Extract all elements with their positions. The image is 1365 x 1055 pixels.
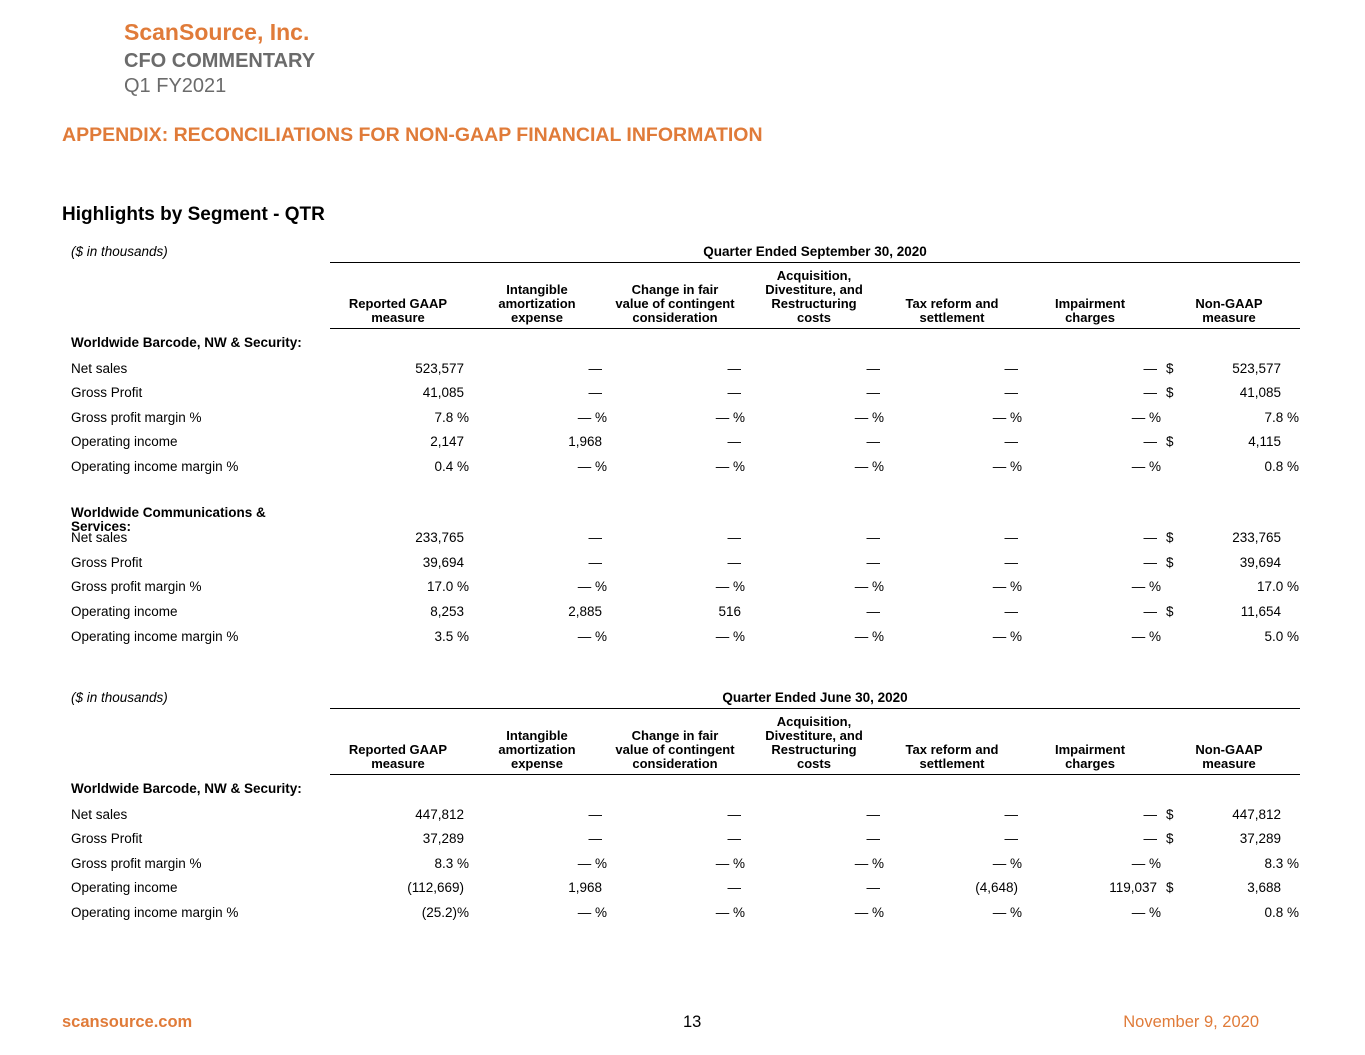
row-label: Operating income margin % — [71, 459, 239, 474]
column-header-line: costs — [797, 756, 831, 771]
table-cell: 447,812 — [415, 806, 464, 822]
table-cell: 41,085 — [422, 385, 464, 401]
header-rule — [330, 262, 1300, 263]
table-cell: — — [727, 831, 741, 847]
column-header — [1015, 743, 1165, 771]
table-cell: — — [1004, 360, 1018, 376]
table-cell: — % — [992, 459, 1022, 474]
column-header — [462, 729, 612, 771]
table-cell: — — [1004, 385, 1018, 401]
segment-heading: Worldwide Barcode, NW & Security: — [71, 781, 302, 796]
nongaap-cell: 233,765 — [1232, 530, 1281, 546]
table-cell: — — [1004, 806, 1018, 822]
table-cell: 7.8 % — [434, 409, 469, 425]
column-header-line: Acquisition, — [776, 714, 852, 729]
table-cell: — — [727, 360, 741, 376]
column-header-line: Restructuring — [771, 296, 857, 311]
column-header-line: measure — [371, 756, 425, 771]
table-cell: — — [727, 554, 741, 570]
table-cell: 17.0 % — [426, 579, 469, 595]
nongaap-cell: 0.8 % — [1264, 905, 1299, 920]
table-cell: — — [727, 385, 741, 401]
column-header — [323, 743, 473, 771]
table-cell: — % — [854, 855, 884, 871]
dollar-sign: $ — [1166, 385, 1174, 401]
company-name: ScanSource, Inc. — [124, 19, 310, 45]
table-cell: (4,648) — [975, 880, 1018, 896]
row-label: Gross profit margin % — [71, 855, 202, 871]
row-label: Net sales — [71, 806, 128, 822]
column-header-line: Non-GAAP — [1195, 296, 1263, 311]
nongaap-cell: 39,694 — [1239, 554, 1281, 570]
table-cell: — — [1004, 434, 1018, 450]
row-label: Net sales — [71, 530, 128, 546]
table-cell: — % — [1131, 459, 1161, 474]
table-cell: 0.4 % — [434, 459, 469, 474]
table-cell: 1,968 — [568, 880, 602, 896]
table-cell: — — [1143, 806, 1157, 822]
column-header-line: consideration — [632, 756, 718, 771]
column-header-line: amortization — [498, 742, 576, 757]
table-cell: — — [1143, 554, 1157, 570]
table-cell: — — [1004, 831, 1018, 847]
table-cell: 2,885 — [568, 604, 602, 619]
dollar-sign: $ — [1166, 360, 1174, 376]
column-header-line: expense — [510, 756, 564, 771]
footer-date: November 9, 2020 — [1123, 1013, 1259, 1031]
table-cell: — — [588, 554, 602, 570]
column-header-line: Non-GAAP — [1195, 742, 1263, 757]
table-cell: — — [727, 530, 741, 546]
dollar-sign: $ — [1166, 806, 1174, 822]
nongaap-cell: 7.8 % — [1264, 409, 1299, 425]
table-cell: — — [588, 360, 602, 376]
column-header-line: Change in fair — [631, 282, 719, 297]
table-cell: — — [1143, 604, 1157, 619]
table-cell: — — [866, 385, 880, 401]
dollar-sign: $ — [1166, 554, 1174, 570]
dollar-sign: $ — [1166, 604, 1174, 619]
nongaap-cell: 37,289 — [1239, 831, 1281, 847]
column-header-line: Intangible — [506, 282, 568, 297]
table-cell: — % — [854, 905, 884, 920]
table-cell: — — [588, 806, 602, 822]
footer-website-link[interactable]: scansource.com — [62, 1013, 193, 1031]
table-cell: — % — [854, 409, 884, 425]
column-header-line: settlement — [919, 310, 985, 325]
nongaap-cell: 17.0 % — [1256, 579, 1299, 595]
page-number: 13 — [683, 1013, 702, 1031]
table-cell: — — [866, 360, 880, 376]
table-cell: — — [866, 806, 880, 822]
column-header — [739, 269, 889, 325]
table-cell: — — [866, 530, 880, 546]
table-cell: — % — [1131, 855, 1161, 871]
row-label: Gross profit margin % — [71, 409, 202, 425]
nongaap-cell: 8.3 % — [1264, 855, 1299, 871]
table-cell: — — [866, 434, 880, 450]
table-cell: — % — [577, 905, 607, 920]
nongaap-cell: 523,577 — [1232, 360, 1281, 376]
quarter-heading: Quarter Ended September 30, 2020 — [703, 244, 927, 259]
column-header-line: Intangible — [506, 728, 568, 743]
header-rule — [330, 328, 1300, 329]
table-cell: — — [866, 831, 880, 847]
column-header-line: Restructuring — [771, 742, 857, 757]
column-header-line: Divestiture, and — [765, 282, 863, 297]
table-cell: — — [727, 880, 741, 896]
segment-heading: Worldwide Communications & Services: — [71, 504, 266, 534]
dollar-sign: $ — [1166, 880, 1174, 896]
column-header — [877, 743, 1027, 771]
row-label: Operating income margin % — [71, 905, 239, 920]
column-header-line: amortization — [498, 296, 576, 311]
column-header-line: measure — [1202, 310, 1256, 325]
document-title: CFO COMMENTARY — [124, 50, 316, 72]
table-cell: — — [1143, 831, 1157, 847]
table-cell: — — [588, 385, 602, 401]
column-header-line: Change in fair — [631, 728, 719, 743]
row-label: Gross profit margin % — [71, 579, 202, 595]
column-header — [600, 729, 750, 771]
table-cell: — % — [715, 459, 745, 474]
column-header-line: consideration — [632, 310, 718, 325]
nongaap-cell: 41,085 — [1239, 385, 1281, 401]
table-cell: — % — [992, 855, 1022, 871]
column-header-line: Impairment — [1054, 296, 1126, 311]
row-label: Net sales — [71, 360, 128, 376]
nongaap-cell: 0.8 % — [1264, 459, 1299, 474]
row-label: Gross Profit — [71, 831, 143, 847]
table-cell: 2,147 — [430, 434, 464, 450]
table-cell: — % — [992, 628, 1022, 644]
table-cell: — — [866, 554, 880, 570]
column-header-line: settlement — [919, 756, 985, 771]
column-header-line: Reported GAAP — [348, 742, 448, 757]
table-cell: — % — [1131, 905, 1161, 920]
table-cell: — % — [715, 579, 745, 595]
table-cell: — — [588, 530, 602, 546]
table-cell: — % — [1131, 579, 1161, 595]
header-rule — [330, 708, 1300, 709]
table-cell: — % — [577, 855, 607, 871]
table-cell: — % — [577, 459, 607, 474]
table-cell: 119,037 — [1109, 880, 1157, 896]
table-cell: — % — [577, 628, 607, 644]
segment-heading: Worldwide Barcode, NW & Security: — [71, 335, 302, 350]
table-cell: — % — [992, 905, 1022, 920]
table-cell: — % — [715, 409, 745, 425]
nongaap-cell: 4,115 — [1248, 434, 1281, 450]
column-header — [877, 297, 1027, 325]
column-header-line: charges — [1065, 310, 1115, 325]
table-cell: 523,577 — [415, 360, 464, 376]
quarter-heading: Quarter Ended June 30, 2020 — [722, 690, 908, 705]
column-header-line: Impairment — [1054, 742, 1126, 757]
table-cell: 516 — [718, 604, 741, 619]
dollar-sign: $ — [1166, 434, 1174, 450]
table-cell: — — [1004, 530, 1018, 546]
nongaap-cell: 5.0 % — [1264, 628, 1299, 644]
column-header — [462, 283, 612, 325]
fiscal-period: Q1 FY2021 — [124, 75, 227, 97]
table-cell: — % — [854, 628, 884, 644]
column-header — [1015, 297, 1165, 325]
column-header — [1154, 297, 1304, 325]
table-cell: — — [588, 831, 602, 847]
column-header-line: expense — [510, 310, 564, 325]
table-cell: 8,253 — [430, 604, 464, 619]
table-cell: — % — [992, 409, 1022, 425]
table-cell: 233,765 — [415, 530, 464, 546]
row-label: Gross Profit — [71, 554, 143, 570]
table-cell: — — [1004, 604, 1018, 619]
column-header — [600, 283, 750, 325]
table-cell: — — [866, 604, 880, 619]
nongaap-cell: 11,654 — [1240, 604, 1281, 619]
row-label: Gross Profit — [71, 385, 143, 401]
table-cell: 1,968 — [568, 434, 602, 450]
table-cell: — % — [854, 459, 884, 474]
row-label: Operating income — [71, 434, 178, 450]
column-header-line: Tax reform and — [905, 742, 999, 757]
table-cell: 3.5 % — [434, 628, 469, 644]
units-note: ($ in thousands) — [71, 690, 168, 705]
column-header-line: Tax reform and — [905, 296, 999, 311]
table-cell: — — [727, 434, 741, 450]
dollar-sign: $ — [1166, 530, 1174, 546]
units-note: ($ in thousands) — [71, 244, 168, 259]
table-cell: 39,694 — [422, 554, 464, 570]
table-cell: — % — [577, 409, 607, 425]
table-cell: — % — [577, 579, 607, 595]
column-header-line: measure — [371, 310, 425, 325]
column-header-line: Divestiture, and — [765, 728, 863, 743]
row-label: Operating income — [71, 604, 178, 619]
table-cell: — — [1143, 360, 1157, 376]
column-header-line: value of contingent — [615, 742, 735, 757]
column-header-line: measure — [1202, 756, 1256, 771]
table-cell: (112,669) — [407, 880, 464, 896]
table-cell: — — [1004, 554, 1018, 570]
column-header-line: Reported GAAP — [348, 296, 448, 311]
column-header — [1154, 743, 1304, 771]
dollar-sign: $ — [1166, 831, 1174, 847]
table-cell: — % — [715, 855, 745, 871]
table-cell: — — [1143, 385, 1157, 401]
table-cell: — % — [715, 628, 745, 644]
table-cell: — % — [1131, 409, 1161, 425]
header-rule — [330, 774, 1300, 775]
table-cell: — % — [1131, 628, 1161, 644]
table-cell: (25.2)% — [421, 905, 469, 920]
column-header-line: value of contingent — [615, 296, 735, 311]
column-header-line: charges — [1065, 756, 1115, 771]
row-label: Operating income margin % — [71, 628, 239, 644]
table-cell: — — [1143, 434, 1157, 450]
table-cell: — % — [992, 579, 1022, 595]
column-header-line: costs — [797, 310, 831, 325]
table-cell: 8.3 % — [434, 855, 469, 871]
column-header — [323, 297, 473, 325]
table-cell: — % — [715, 905, 745, 920]
nongaap-cell: 3,688 — [1247, 880, 1281, 896]
section-title: Highlights by Segment - QTR — [62, 204, 325, 225]
table-cell: — — [866, 880, 880, 896]
appendix-title: APPENDIX: RECONCILIATIONS FOR NON-GAAP FINANCIAL INFORMATION — [62, 124, 763, 146]
column-header-line: Acquisition, — [776, 268, 852, 283]
nongaap-cell: 447,812 — [1232, 806, 1281, 822]
table-cell: — — [727, 806, 741, 822]
table-cell: — % — [854, 579, 884, 595]
table-cell: — — [1143, 530, 1157, 546]
row-label: Operating income — [71, 880, 178, 896]
table-cell: 37,289 — [422, 831, 464, 847]
column-header — [739, 715, 889, 771]
